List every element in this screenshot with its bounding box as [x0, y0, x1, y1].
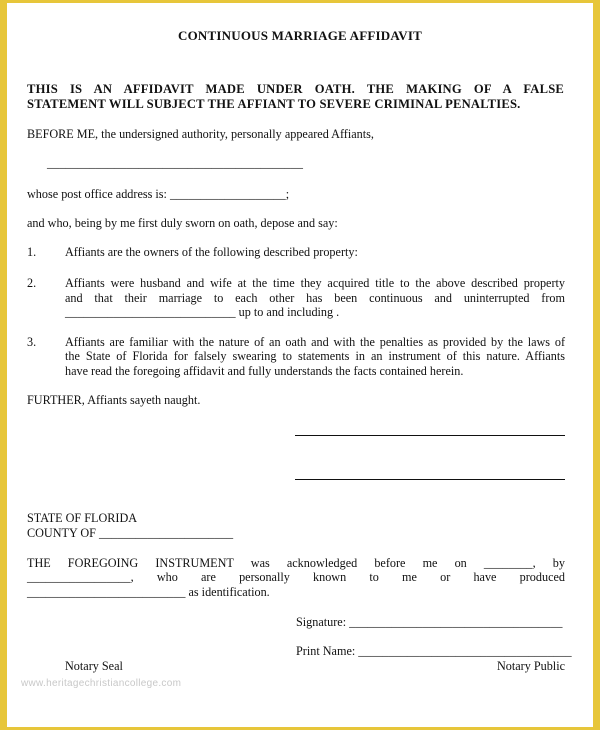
- document-title: CONTINUOUS MARRIAGE AFFIDAVIT: [178, 28, 422, 43]
- county-line: COUNTY OF ______________________: [27, 526, 234, 540]
- state-line: STATE OF FLORIDA: [27, 511, 138, 525]
- affiant-signature-line-2: [295, 479, 565, 480]
- item-number-1: 1.: [27, 245, 37, 259]
- acknowledgment-line-2: _________________, who are personally known to me or have produced: [27, 570, 565, 584]
- affiant-signature-line-1: [295, 435, 565, 436]
- warning-line-2: STATEMENT WILL SUBJECT THE AFFIANT TO SEVERE CRIMINAL PENALTIES.: [27, 97, 521, 111]
- item-3-line-3: have read the foregoing affidavit and fully understands the facts contained herein.: [65, 364, 464, 378]
- notary-print-name-field: Print Name: ___________________________________: [296, 644, 572, 658]
- item-number-3: 3.: [27, 335, 37, 349]
- affiant-name-blank: __________________________________________: [47, 156, 303, 170]
- before-me-paragraph: BEFORE ME, the undersigned authority, personally appeared Affiants,: [27, 127, 374, 141]
- notary-signature-field: Signature: ___________________________________: [296, 615, 563, 629]
- sworn-statement: and who, being by me first duly sworn on oath, depose and say:: [27, 216, 338, 230]
- further-statement: FURTHER, Affiants sayeth naught.: [27, 393, 201, 407]
- item-1-text: Affiants are the owners of the following described property:: [65, 245, 358, 259]
- acknowledgment-line-1: THE FOREGOING INSTRUMENT was acknowledged before me on ________, by: [27, 556, 565, 570]
- affidavit-page: [7, 3, 593, 727]
- notary-public-label: Notary Public: [496, 659, 565, 673]
- item-3-line-2: the State of Florida for falsely swearing to statements in an instrument of this nature. Affiants: [65, 349, 565, 363]
- item-2-line-3: ____________________________ up to and including .: [65, 305, 340, 319]
- watermark-text: www.heritagechristiancollege.com: [21, 678, 182, 689]
- address-line: whose post office address is: ___________________;: [27, 187, 290, 201]
- warning-line-1: THIS IS AN AFFIDAVIT MADE UNDER OATH. THE MAKING OF A FALSE: [27, 82, 564, 96]
- acknowledgment-line-3: __________________________ as identification.: [27, 585, 270, 599]
- notary-seal-label: Notary Seal: [65, 659, 123, 673]
- item-3-line-1: Affiants are familiar with the nature of an oath and with the penalties as provided by the laws of: [65, 335, 565, 349]
- item-number-2: 2.: [27, 276, 37, 290]
- item-2-line-1: Affiants were husband and wife at the time they acquired title to the above described property: [65, 276, 565, 290]
- item-2-line-2: and that their marriage to each other has been continuous and uninterrupted from: [65, 291, 565, 305]
